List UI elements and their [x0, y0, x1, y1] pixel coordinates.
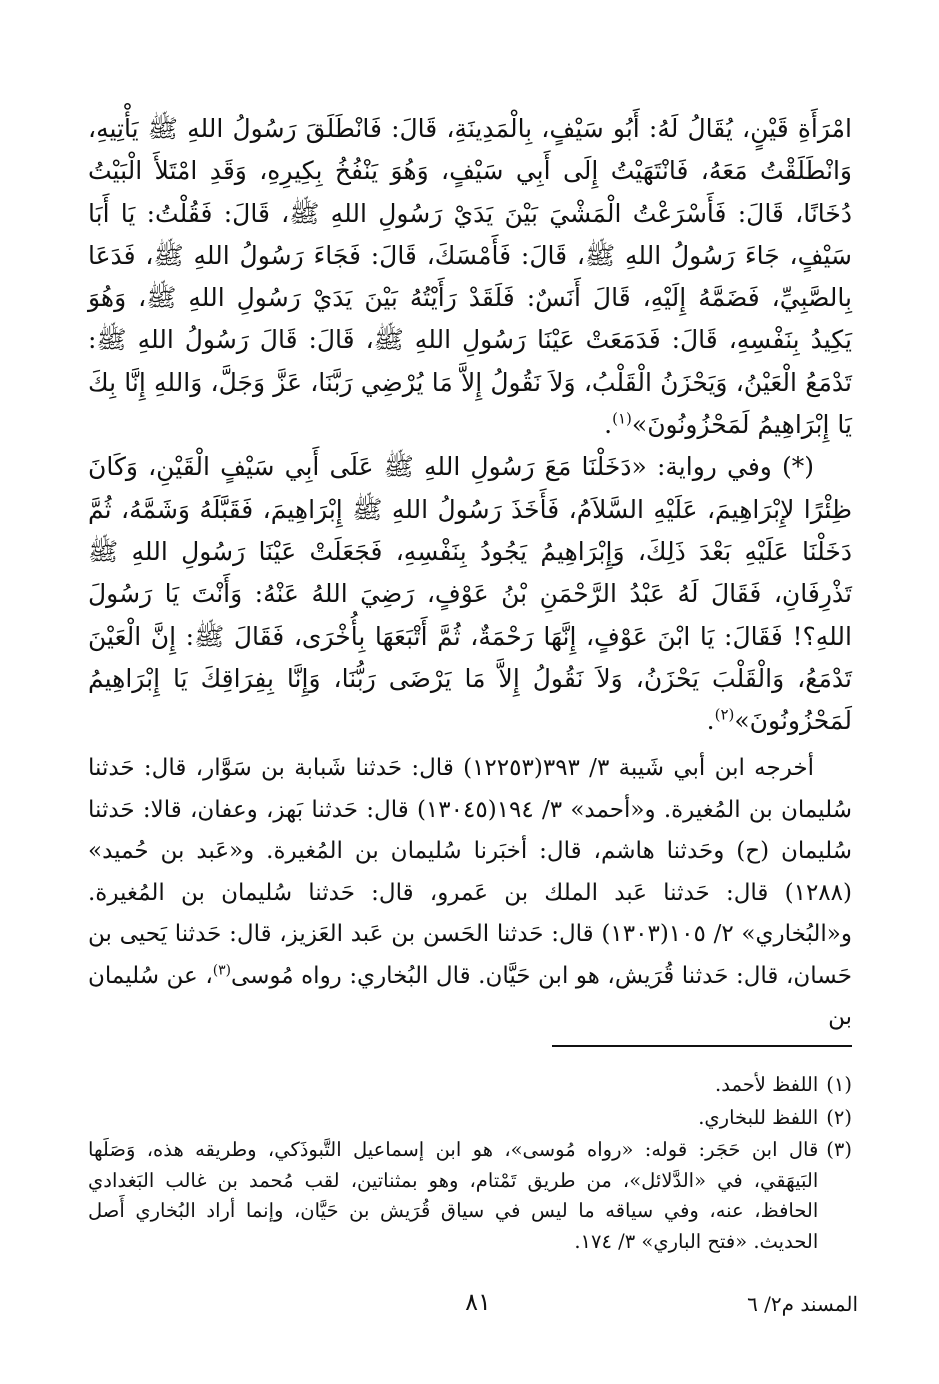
footnote-text: اللفظ للبخاري.: [698, 1105, 819, 1129]
hadith-text: [88, 108, 852, 742]
footnote-text: قال ابن حَجَر: قوله: «رواه مُوسى»، هو ابن إسماعيل التَّبوذَكي، وطريقه هذه، وَصَلَها البَيهَقي، في «الدَّلائل»، من طريق تَمْتام، وهو بمثناتين، لقب مُحمد بن غالب البَغدادي الحافظ، عنه، وفي سياقه ما ليس في سياق قُرَيش بن حَيَّان، وإنما أراد البُخاري أَصل الحديث. «فتح الباري» ٣/ ١٧٤.: [88, 1138, 819, 1253]
footnote-divider: [552, 1045, 852, 1047]
footnote-number: (١): [826, 1073, 852, 1096]
page-number: ٨١: [465, 1288, 491, 1316]
takhrij-text-end: ، عن سُليمان بن: [88, 962, 852, 1031]
book-page: [88, 108, 858, 1338]
hadith-paragraph-2: [88, 446, 852, 742]
footnote-text: اللفظ لأحمد.: [715, 1073, 819, 1096]
footnote-2: [88, 1103, 852, 1134]
takhrij-paragraph: [88, 748, 852, 1039]
footnotes: [88, 1070, 852, 1259]
paragraph-end-1: .: [604, 410, 613, 440]
hadith-paragraph-1: [88, 108, 852, 446]
footnote-ref-2[interactable]: (٢): [714, 705, 735, 724]
signature-mark: المسند م٢/ ٦: [747, 1292, 858, 1316]
footnote-ref-3[interactable]: (٣): [212, 962, 231, 979]
takhrij-section: [88, 748, 852, 1039]
footnote-number: (٢): [826, 1105, 852, 1129]
footnote-3: [88, 1135, 852, 1257]
footnote-ref-1[interactable]: (١): [612, 409, 632, 428]
takhrij-text: أخرجه ابن أبي شَيبة ٣/ ٣٩٣(١٢٢٥٣) قال: حَدثنا شَبابة بن سَوَّار، قال: حَدثنا سُليمان بن المُغيرة. و«أحمد» ٣/ ١٩٤(١٣٠٤٥) قال: حَدثنا بَهز، وعفان، قالا: حَدثنا سُليمان (ح) وحَدثنا هاشم، قال: أخبَرنا سُليمان بن المُغيرة. و«عَبد بن حُميد» (١٢٨٨) قال: حَدثنا عَبد الملك بن عَمرو، قال: حَدثنا سُليمان بن المُغيرة. و«البُخاري» ٢/ ١٠٥(١٣٠٣) قال: حَدثنا الحَسن بن عَبد العَزيز، قال: حَدثنا يَحيى بن حَسان، قال: حَدثنا قُرَيش، هو ابن حَيَّان. قال البُخاري: رواه مُوسى: [88, 755, 853, 989]
hadith-paragraph-2-text: (*) وفي رواية: «دَخَلْنَا مَعَ رَسُولِ اللهِ ﷺ عَلَى أَبِي سَيْفٍ الْقَيْنِ، وَكَانَ ظِئْرًا لإِبْرَاهِيمَ، عَلَيْهِ السَّلاَمُ، فَأَخَذَ رَسُولُ اللهِ ﷺ إِبْرَاهِيمَ، فَقَبَّلَهُ وَشَمَّهُ، ثُمَّ دَخَلْنَا عَلَيْهِ بَعْدَ ذَلِكَ، وَإِبْرَاهِيمُ يَجُودُ بِنَفْسِهِ، فَجَعَلَتْ عَيْنَا رَسُولِ اللهِ ﷺ تَذْرِفَانِ، فَقَالَ لَهُ عَبْدُ الرَّحْمَنِ بْنُ عَوْفٍ، رَضِيَ اللهُ عَنْهُ: وَأَنْتَ يَا رَسُولَ اللهِ؟! فَقَالَ: يَا ابْنَ عَوْفٍ، إِنَّهَا رَحْمَةٌ، ثُمَّ أَتْبَعَهَا بِأُخْرَى، فَقَالَ ﷺ: إِنَّ الْعَيْنَ تَدْمَعُ، وَالْقَلْبَ يَحْزَنُ، وَلاَ نَقُولُ إِلاَّ مَا يَرْضَى رَبُّنَا، وَإِنَّا بِفِرَاقِكَ يَا إِبْرَاهِيمُ لَمَحْزُونُونَ»: [88, 452, 852, 736]
hadith-paragraph-1-text: امْرَأَةِ قَيْنٍ، يُقَالُ لَهُ: أَبُو سَيْفٍ، بِالْمَدِينَةِ، قَالَ: فَانْطَلَقَ رَسُولُ اللهِ ﷺ يَأْتِيهِ، وَانْطَلَقْتُ مَعَهُ، فَانْتَهَيْتُ إِلَى أَبِي سَيْفٍ، وَهُوَ يَنْفُخُ بِكِيرِهِ، وَقَدِ امْتَلأَ الْبَيْتُ دُخَانًا، قَالَ: فَأَسْرَعْتُ الْمَشْيَ بَيْنَ يَدَيْ رَسُولِ اللهِ ﷺ، قَالَ: فَقُلْتُ: يَا أَبَا سَيْفٍ، جَاءَ رَسُولُ اللهِ ﷺ، قَالَ: فَأَمْسَكَ، قَالَ: فَجَاءَ رَسُولُ اللهِ ﷺ، فَدَعَا بِالصَّبِيِّ، فَضَمَّهُ إِلَيْهِ، قَالَ أَنَسٌ: فَلَقَدْ رَأَيْتُهُ بَيْنَ يَدَيْ رَسُولِ اللهِ ﷺ، وَهُوَ يَكِيدُ بِنَفْسِهِ، قَالَ: فَدَمَعَتْ عَيْنَا رَسُولِ اللهِ ﷺ، قَالَ: قَالَ رَسُولُ اللهِ ﷺ: تَدْمَعُ الْعَيْنُ، وَيَحْزَنُ الْقَلْبُ، وَلاَ نَقُولُ إِلاَّ مَا يُرْضِي رَبَّنَا، عَزَّ وَجَلَّ، وَاللهِ إِنَّا بِكَ يَا إِبْرَاهِيمُ لَمَحْزُونُونَ»: [88, 114, 852, 440]
paragraph-end-2: .: [706, 706, 715, 736]
footnote-number: (٣): [826, 1138, 852, 1161]
footnote-1: [88, 1070, 852, 1101]
